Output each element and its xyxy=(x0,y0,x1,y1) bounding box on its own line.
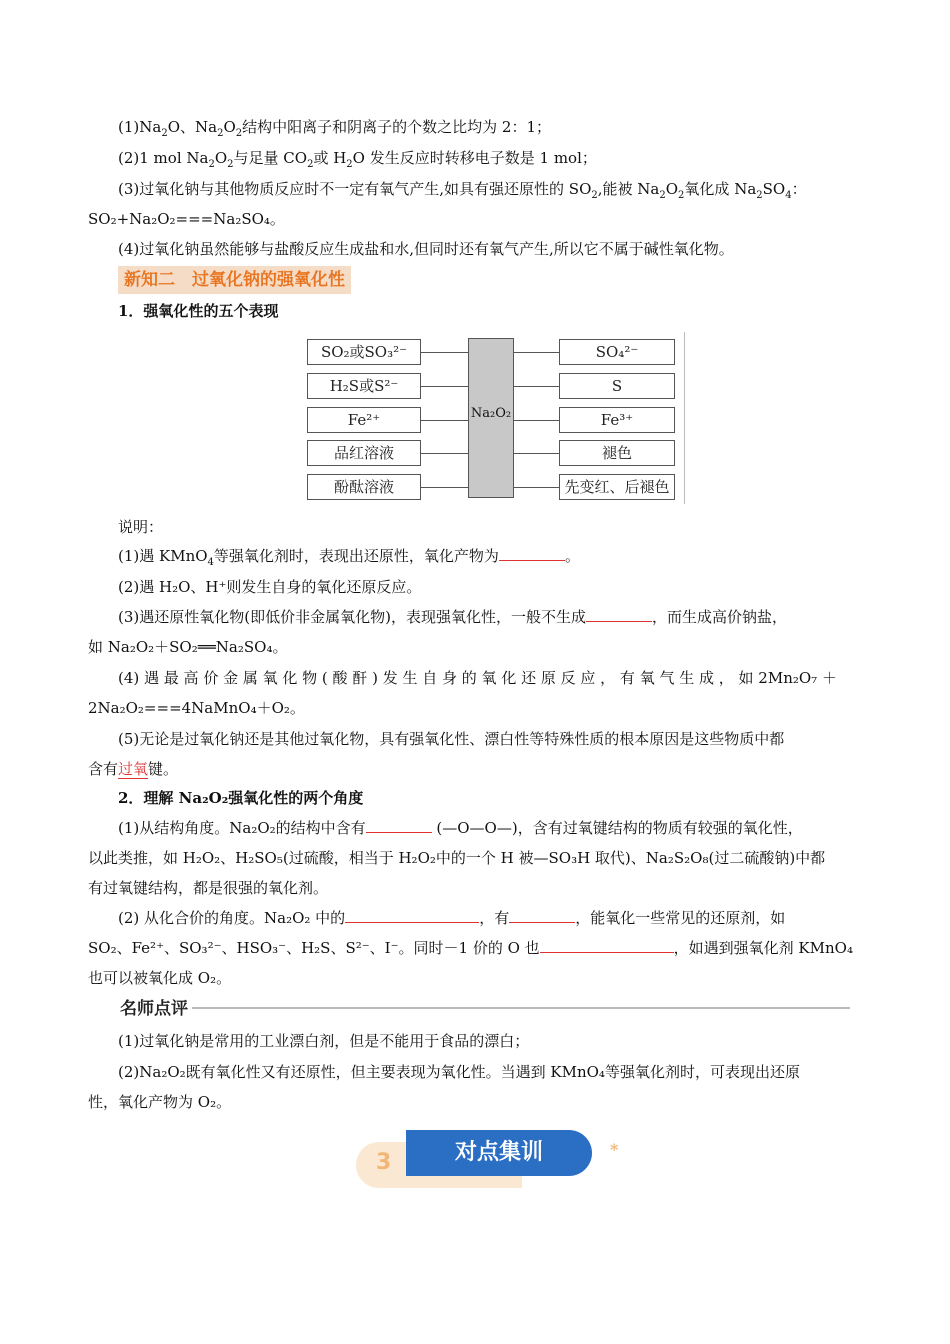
angle-1: (1)从结构角度。Na₂O₂的结构中含有 (—O—O—)，含有过氧键结构的物质有较强的氧化性， xyxy=(118,819,803,837)
connector xyxy=(421,453,468,454)
teacher-comment-tag: 名师点评 xyxy=(116,994,192,1019)
diagram-left-box: 品红溶液 xyxy=(307,440,421,466)
note-5: (5)无论是过氧化钠还是其他过氧化物，具有强氧化性、漂白性等特殊性质的根本原因是这些物质中都 xyxy=(118,730,785,748)
note-label: 说明： xyxy=(118,518,164,536)
intro-p1: $(1)Na_2O$、$Na_2O_2$结构中阳离子和阴离子的个数之比均为 2：1； xyxy=(118,118,551,139)
angle-2-line3: 也可以被氧化成 O₂。 xyxy=(88,969,232,987)
divider xyxy=(116,1007,850,1009)
connector xyxy=(514,352,559,353)
note-1: (1)遇 KMnO$_4$等强氧化剂时，表现出还原性，氧化产物为 。 xyxy=(118,547,580,568)
connector xyxy=(514,487,559,488)
answer-blank[interactable] xyxy=(509,907,575,923)
connector xyxy=(421,487,468,488)
note-3: (3)遇还原性氧化物(即低价非金属氧化物)，表现强氧化性，一般不生成 ，而生成高价钠盐， xyxy=(118,608,787,626)
answer-blank[interactable] xyxy=(345,907,479,923)
answer-blank[interactable] xyxy=(540,937,674,953)
intro-p3-line2: SO₂+Na₂O₂===Na₂SO₄。 xyxy=(88,210,285,228)
diagram-right-box: 褪色 xyxy=(559,440,675,466)
connector xyxy=(514,386,559,387)
connector xyxy=(514,453,559,454)
angle-2-line2: SO₂、Fe²⁺、SO₃²⁻、HSO₃⁻、H₂S、S²⁻、I⁻。同时－1 价的 O 也 ，如遇到强氧化剂 KMnO₄ xyxy=(88,939,853,957)
banner-title: 对点集训 xyxy=(406,1130,592,1176)
note-4-line2: 2Na₂O₂===4NaMnO₄＋O₂。 xyxy=(88,699,305,717)
note-5-line2: 含有过氧键。 xyxy=(88,760,179,778)
diagram-center-label: Na₂O₂ xyxy=(470,406,512,421)
answer-blank[interactable] xyxy=(366,817,432,833)
angle-2: (2) 从化合价的角度。Na₂O₂ 中的 ，有 ，能氧化一些常见的还原剂，如 xyxy=(118,909,786,927)
connector xyxy=(421,352,468,353)
connector xyxy=(514,420,559,421)
diagram-border xyxy=(684,332,685,504)
diagram-left-box: 酚酞溶液 xyxy=(307,474,421,500)
angle-1-line3: 有过氧键结构，都是很强的氧化剂。 xyxy=(88,879,329,897)
diagram-right-box: SO₄²⁻ xyxy=(559,339,675,365)
diagram-left-box: Fe²⁺ xyxy=(307,407,421,433)
teacher-2-line2: 性，氧化产物为 O₂。 xyxy=(88,1093,232,1111)
note-2: (2)遇 H₂O、H⁺则发生自身的氧化还原反应。 xyxy=(118,578,422,596)
subheading-1: 1．强氧化性的五个表现 xyxy=(118,302,279,320)
diagram-right-box: S xyxy=(559,373,675,399)
angle-1-line2: 以此类推，如 H₂O₂、H₂SO₅(过硫酸，相当于 H₂O₂中的一个 H 被—SO₃H 取代)、Na₂S₂O₈(过二硫酸钠)中都 xyxy=(88,849,826,867)
diagram-right-box: Fe³⁺ xyxy=(559,407,675,433)
connector xyxy=(421,386,468,387)
answer-blank[interactable] xyxy=(499,545,565,561)
diagram-left-box: SO₂或SO₃²⁻ xyxy=(307,339,421,365)
diagram-right-box: 先变红、后褪色 xyxy=(559,474,675,500)
note-3-line2: 如 Na₂O₂＋SO₂══Na₂SO₄。 xyxy=(88,638,288,656)
answer-blank[interactable] xyxy=(586,606,652,622)
section-title: 新知二 过氧化钠的强氧化性 xyxy=(118,266,351,294)
subheading-2: 2．理解 Na₂O₂强氧化性的两个角度 xyxy=(118,789,364,807)
teacher-2: (2)Na₂O₂既有氧化性又有还原性，但主要表现为氧化性。当遇到 KMnO₄等强氧化剂时，可表现出还原 xyxy=(118,1063,800,1081)
teacher-1: (1)过氧化钠是常用的工业漂白剂，但是不能用于食品的漂白； xyxy=(118,1032,530,1050)
intro-p3: (3)过氧化钠与其他物质反应时不一定有氧气产生,如具有强还原性的 $SO_2$,能被 $Na_2O_2$氧化成 $Na_2SO_4$： xyxy=(118,180,807,201)
star-icon: * xyxy=(610,1140,619,1159)
note-4: (4) 遇 最 高 价 金 属 氧 化 物 ( 酸 酐 ) 发 生 自 身 的 氧 化 还 原 反 应 ， 有 氧 气 生 成 ， 如 2Mn₂O₇ ＋ xyxy=(118,669,837,687)
connector xyxy=(421,420,468,421)
diagram-left-box: H₂S或S²⁻ xyxy=(307,373,421,399)
intro-p4: (4)过氧化钠虽然能够与盐酸反应生成盐和水,但同时还有氧气产生,所以它不属于碱性氧化物。 xyxy=(118,240,734,258)
banner-number: 3 xyxy=(376,1150,392,1175)
intro-p2: (2)1 mol $Na_2O_2$与足量 $CO_2$或 $H_2O$ 发生反应时转移电子数是 1 mol； xyxy=(118,149,597,170)
